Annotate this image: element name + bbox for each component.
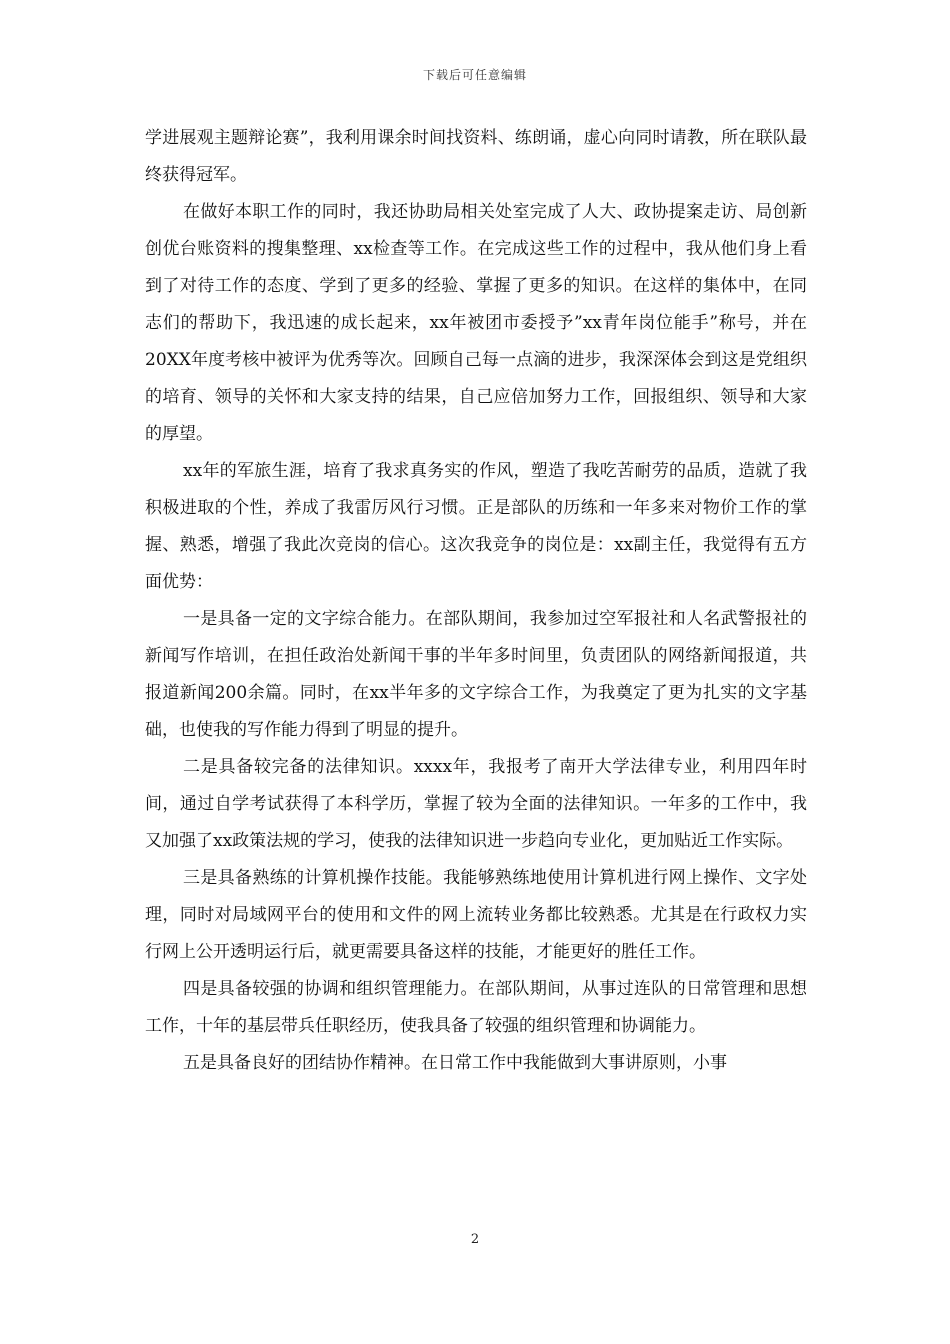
paragraph-7: 四是具备较强的协调和组织管理能力。在部队期间，从事过连队的日常管理和思想工作，十年的基层带兵任职经历，使我具备了较强的组织管理和协调能力。 xyxy=(145,979,807,1036)
page-number: 2 xyxy=(470,1232,480,1247)
paragraph-2: 在做好本职工作的同时，我还协助局相关处室完成了人大、政协提案走访、局创新创优台账资料的搜集整理、xx检查等工作。在完成这些工作的过程中，我从他们身上看到了对待工作的态度、学到了更多的经验、掌握了更多的知识。在这样的集体中，在同志们的帮助下，我迅速的成长起来，xx年被团市委授予”xx青年岗位能手”称号，并在20XX年度考核中被评为优秀等次。回顾自己每一点滴的进步，我深深体会到这是党组织的培育、领导的关怀和大家支持的结果，自己应倍加努力工作，回报组织、领导和大家的厚望。 xyxy=(145,202,807,444)
page-header-note: 下载后可任意编辑 xyxy=(422,68,527,82)
document-body xyxy=(145,120,807,1082)
paragraph-6: 三是具备熟练的计算机操作技能。我能够熟练地使用计算机进行网上操作、文字处理，同时对局域网平台的使用和文件的网上流转业务都比较熟悉。尤其是在行政权力实行网上公开透明运行后，就更需要具备这样的技能，才能更好的胜任工作。 xyxy=(145,868,807,962)
paragraph-1: 学进展观主题辩论赛”，我利用课余时间找资料、练朗诵，虚心向同时请教，所在联队最终获得冠军。 xyxy=(145,128,807,185)
paragraph-5: 二是具备较完备的法律知识。xxxx年，我报考了南开大学法律专业，利用四年时间，通过自学考试获得了本科学历，掌握了较为全面的法律知识。一年多的工作中，我又加强了xx政策法规的学习，使我的法律知识进一步趋向专业化，更加贴近工作实际。 xyxy=(145,757,807,851)
paragraph-3: xx年的军旅生涯，培育了我求真务实的作风，塑造了我吃苦耐劳的品质，造就了我积极进取的个性，养成了我雷厉风行习惯。正是部队的历练和一年多来对物价工作的掌握、熟悉，增强了我此次竞岗的信心。这次我竞争的岗位是：xx副主任，我觉得有五方面优势： xyxy=(145,461,807,592)
paragraph-8: 五是具备良好的团结协作精神。在日常工作中我能做到大事讲原则，小事 xyxy=(183,1053,727,1073)
paragraph-4: 一是具备一定的文字综合能力。在部队期间，我参加过空军报社和人名武警报社的新闻写作培训，在担任政治处新闻干事的半年多时间里，负责团队的网络新闻报道，共报道新闻200余篇。同时，在xx半年多的文字综合工作，为我奠定了更为扎实的文字基础，也使我的写作能力得到了明显的提升。 xyxy=(145,609,807,740)
